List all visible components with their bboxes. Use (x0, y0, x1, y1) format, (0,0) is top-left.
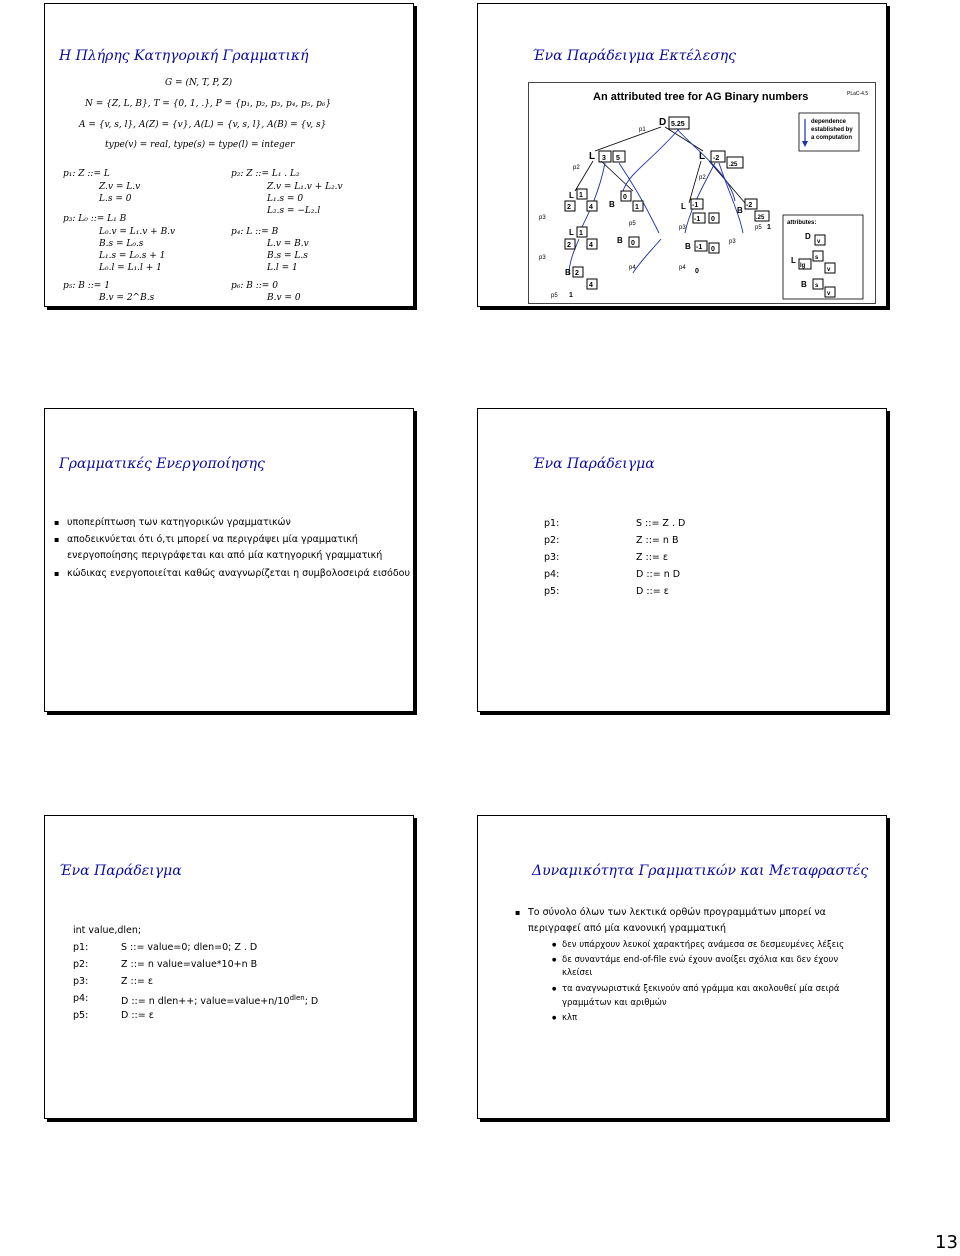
production-p1-head: p₁: Z ::= L (63, 169, 110, 179)
bullet-item (54, 532, 358, 548)
bullet-text: υποπερίπτωση των κατηγορικών γραμματικών (67, 517, 291, 528)
grammar-attributes: A = {v, s, l}, A(Z) = {v}, A(L) = {v, s, l}, A(B) = {v, s} (79, 120, 327, 130)
figure-caption: An attributed tree for AG Binary numbers (593, 91, 809, 103)
attr-name: v (827, 291, 831, 297)
bullet-continuation (67, 548, 382, 564)
prod-label: p2 (573, 165, 580, 171)
slide-execution-example (477, 3, 887, 307)
grammar-types: type(v) = real, type(s) = type(l) = integer (105, 140, 295, 150)
bullet-text: περιγραφεί από μία κανονική γραμματική (528, 923, 726, 934)
tree-node-B: B (737, 206, 743, 215)
attributed-tree-figure (528, 82, 876, 304)
node-value: 0 (623, 194, 627, 201)
dependency-arrow (719, 163, 743, 233)
tree-node-L: L (569, 228, 574, 237)
bullet-marker: ▪ (54, 535, 60, 544)
attr-name: v (817, 239, 821, 245)
sub-bullet-marker: ● (552, 986, 557, 992)
production-name: p4: (73, 993, 89, 1004)
node-value: 3 (602, 155, 606, 162)
prod-label: p5 (755, 225, 762, 231)
production-rule: Z ::= ε (121, 976, 154, 987)
production-p2-rule: L₂.s = −L₂.l (267, 206, 321, 216)
production-rule-superscript: dlen (289, 994, 305, 1002)
page-number: 13 (935, 1232, 958, 1253)
slide-title: Δυναμικότητα Γραμματικών και Μεταφραστές (532, 863, 869, 879)
tree-node-B: B (609, 200, 615, 209)
node-value: -1 (692, 202, 699, 209)
bullet-text: αποδεικνύεται ότι ό,τι μπορεί να περιγράψει μία γραμματική (67, 534, 358, 545)
tree-node-L: L (699, 151, 706, 162)
tree-node-L: L (681, 202, 686, 211)
node-value: 0 (711, 246, 715, 253)
production-name: p2: (544, 535, 560, 546)
production-name: p4: (544, 569, 560, 580)
node-value: 2 (567, 204, 571, 211)
production-p3-rule: L₀.v = L₁.v + B.v (99, 227, 176, 237)
slide-title: Ένα Παράδειγμα (532, 456, 655, 472)
legend-text-line: established by (811, 127, 853, 133)
node-value: 2 (575, 270, 579, 277)
prod-label: p4 (629, 265, 636, 271)
prod-label: p3 (539, 215, 546, 221)
sub-bullet-marker: ● (552, 942, 557, 948)
node-value: .25 (756, 215, 765, 221)
bullet-item (515, 905, 826, 921)
production-rule: S ::= Z . D (636, 518, 686, 529)
slide-title: Ένα Παράδειγμα (59, 863, 182, 879)
prod-label: p3 (729, 239, 736, 245)
node-value: 1 (635, 204, 639, 211)
slide-title: Η Πλήρης Κατηγορική Γραμματική (59, 48, 309, 64)
production-rule: D ::= n D (636, 569, 681, 580)
sub-bullet-item (552, 1010, 578, 1026)
production-p3-rule: L₁.s = L₀.s + 1 (99, 251, 166, 261)
grammar-tuple: G = (N, T, P, Z) (165, 78, 233, 88)
tree-node-B: B (685, 242, 691, 251)
production-rule: Z ::= n B (636, 535, 679, 546)
prod-label: p1 (639, 127, 646, 133)
legend-text-line: a computation (811, 135, 853, 141)
attributes-label: attributes: (787, 220, 817, 226)
left-subtree (539, 189, 643, 299)
prod-label: p5 (629, 221, 636, 227)
node-value: 0 (711, 216, 715, 223)
production-p1-rule: Z.v = L.v (99, 182, 141, 192)
bullet-text: κώδικας ενεργοποιείται καθώς αναγνωρίζεται η συμβολοσειρά εισόδου (67, 568, 410, 579)
production-p4-rule: L.v = B.v (267, 239, 309, 249)
node-value: 4 (589, 282, 593, 289)
grammar-sets: N = {Z, L, B}, T = {0, 1, .}, P = {p₁, p₂, p₃, p₄, p₅, p₆} (85, 99, 332, 109)
sub-bullet-text: κλείσει (562, 968, 593, 978)
prod-label: p5 (551, 293, 558, 299)
production-p5-head: p₅: B ::= 1 (63, 281, 110, 291)
slide-title: Γραμματικές Ενεργοποίησης (59, 456, 265, 472)
attributed-tree-diagram (529, 83, 875, 303)
production-name: p1: (544, 518, 560, 529)
root-node: D (659, 117, 667, 128)
tree-edge (595, 127, 661, 151)
attr-node-D: D (805, 232, 811, 241)
attr-node-L: L (791, 256, 796, 265)
figure-tag: PLaC-4.5 (847, 91, 869, 97)
slide-example-actions (44, 815, 414, 1119)
sub-bullet-continuation (562, 965, 592, 981)
tree-edge (601, 161, 633, 191)
production-p3-head: p₃: L₀ ::= L₁ B (63, 214, 127, 224)
production-name: p1: (73, 942, 89, 953)
node-value: .25 (729, 162, 738, 168)
production-rule: S ::= value=0; dlen=0; Z . D (121, 942, 258, 953)
production-name: p5: (544, 586, 560, 597)
bullet-text: Το σύνολο όλων των λεκτικά ορθών προγραμμάτων μπορεί να (528, 907, 826, 918)
production-p2-head: p₂: Z ::= L₁ . L₂ (231, 169, 300, 179)
tree-edge (689, 161, 701, 203)
attr-name: s (815, 255, 819, 261)
tree-node-L: L (569, 191, 574, 200)
production-name: p2: (73, 959, 89, 970)
production-p4-rule: B.s = L.s (267, 251, 308, 261)
tree-node-L: L (589, 151, 596, 162)
sub-bullet-item (552, 937, 845, 953)
sub-bullet-continuation (562, 995, 667, 1011)
slide-full-attribute-grammar (44, 3, 414, 307)
production-p3-rule: L₀.l = L₁.l + 1 (99, 263, 162, 273)
sub-bullet-text: δε συναντάμε end-of-file ενώ έχουν ανοίξει σχόλια και δεν έχουν (562, 955, 839, 965)
production-rule-part: ; D (304, 996, 319, 1008)
production-p1-rule: L.s = 0 (99, 194, 132, 204)
production-p2-rule: Z.v = L₁.v + L₂.v (267, 182, 343, 192)
production-p4-head: p₄: L ::= B (231, 227, 279, 237)
tree-node-1: 1 (767, 224, 771, 231)
sub-bullet-text: γραμμάτων και αριθμών (562, 998, 667, 1008)
bullet-text: ενεργοποίησης περιγράφεται και από μία κατηγορική γραμματική (67, 550, 383, 561)
prod-label: p4 (679, 265, 686, 271)
prod-label: p3 (679, 225, 686, 231)
production-rule: D ::= ε (121, 1010, 154, 1021)
production-name: p3: (73, 976, 89, 987)
attr-name: v (827, 267, 831, 273)
tree-node-B: B (565, 268, 571, 277)
attr-node-B: B (801, 280, 807, 289)
node-value: 1 (579, 230, 583, 237)
node-value: -2 (746, 202, 753, 209)
production-rule: D ::= ε (636, 586, 669, 597)
production-rule: Z ::= n value=value*10+n B (121, 959, 258, 970)
sub-bullet-text: τα αναγνωριστικά ξεκινούν από γράμμα και ακολουθεί μία σειρά (562, 984, 840, 994)
slide-example-grammar (477, 408, 887, 712)
node-value: 1 (579, 192, 583, 199)
sub-bullet-item (552, 952, 839, 968)
node-value: -1 (696, 244, 703, 251)
node-value: 5 (616, 155, 620, 162)
bullet-item (54, 566, 410, 582)
node-value: 4 (589, 204, 593, 211)
legend-text-line: dependence (811, 119, 847, 125)
tree-node-0: 0 (695, 268, 699, 275)
slide-title: Ένα Παράδειγμα Εκτέλεσης (532, 48, 736, 64)
prod-label: p3 (539, 255, 546, 261)
node-value: -1 (694, 216, 701, 223)
slide-grammar-power (477, 815, 887, 1119)
production-rule: Z ::= ε (636, 552, 669, 563)
bullet-marker: ▪ (54, 569, 60, 578)
sub-bullet-marker: ● (552, 957, 557, 963)
attr-name: s (815, 283, 819, 289)
bullet-marker: ▪ (54, 518, 60, 527)
bullet-continuation (528, 921, 726, 937)
declaration: int value,dlen; (73, 925, 142, 936)
right-subtree (679, 199, 771, 275)
production-p6-rule: B.v = 0 (267, 293, 301, 303)
node-value: 4 (589, 242, 593, 249)
bullet-item (54, 515, 291, 531)
production-name: p5: (73, 1010, 89, 1021)
production-p5-rule: B.v = 2^B.s (99, 293, 155, 303)
node-value: 0 (631, 240, 635, 247)
sub-bullet-text: δεν υπάρχουν λευκοί χαρακτήρες ανάμεσα σε δεσμευμένες λέξεις (562, 940, 845, 950)
bullet-marker: ▪ (515, 908, 521, 917)
root-value: 5.25 (671, 121, 685, 128)
tree-edge (665, 127, 703, 151)
production-rule-part: D ::= n dlen++; value=value+n/10 (121, 996, 290, 1008)
production-p3-rule: B.s = L₀.s (99, 239, 144, 249)
sub-bullet-text: κλπ (562, 1013, 578, 1023)
production-p4-rule: L.l = 1 (267, 263, 298, 273)
attr-name: lg (800, 263, 806, 269)
production-p2-rule: L₁.s = 0 (267, 194, 304, 204)
node-value: 2 (567, 242, 571, 249)
production-p6-head: p₆: B ::= 0 (231, 281, 278, 291)
node-value: -2 (713, 155, 720, 162)
tree-node-1: 1 (569, 292, 573, 299)
slide-activation-grammars (44, 408, 414, 712)
production-name: p3: (544, 552, 560, 563)
prod-label: p2 (699, 175, 706, 181)
tree-node-B: B (617, 236, 623, 245)
sub-bullet-marker: ● (552, 1015, 557, 1021)
